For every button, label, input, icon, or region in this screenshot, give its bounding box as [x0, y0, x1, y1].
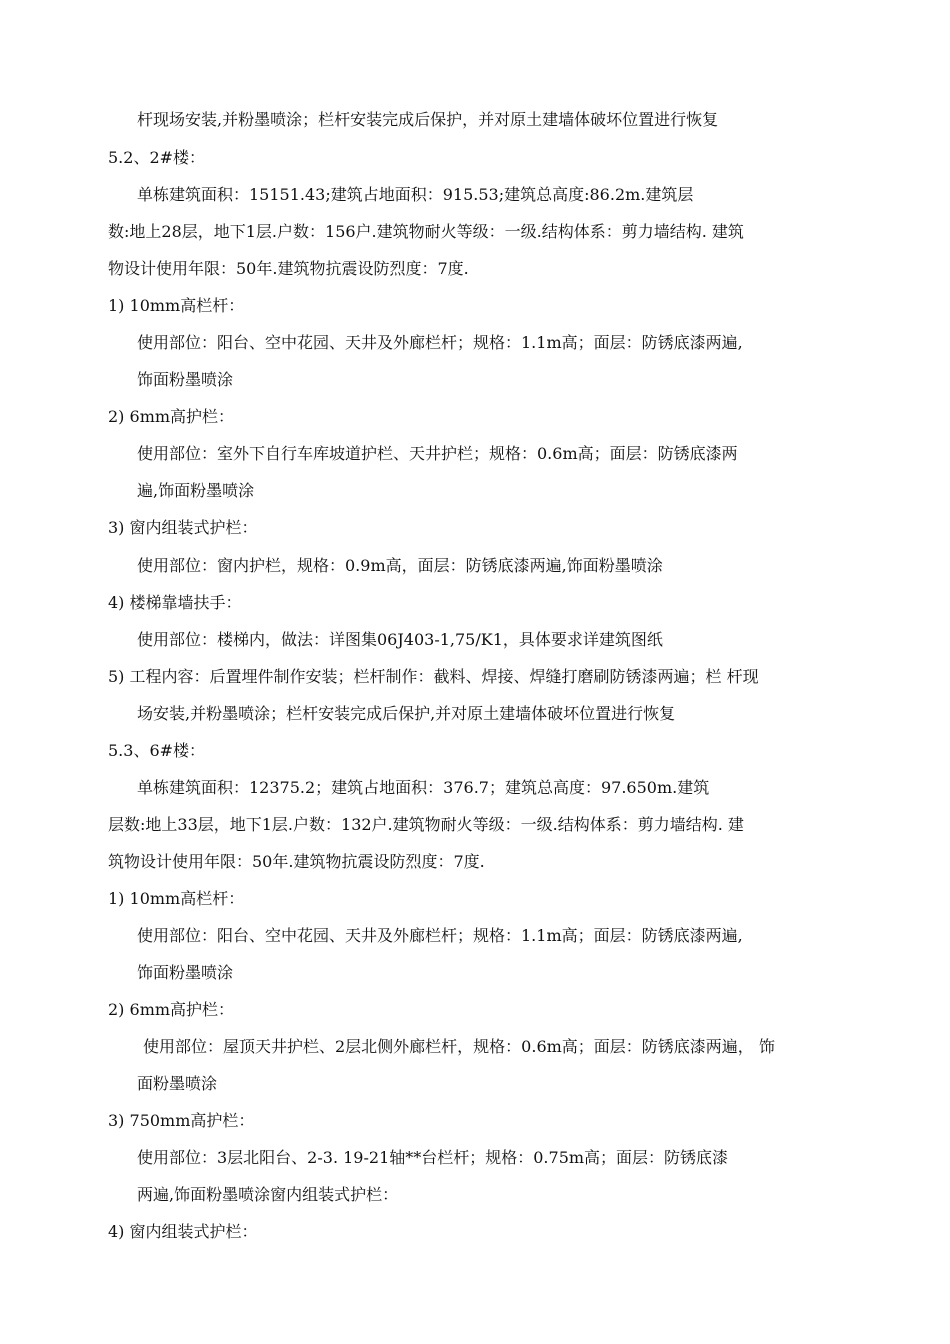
text-line: 饰面粉墨喷涂: [137, 370, 234, 389]
text-line: 面粉墨喷涂: [137, 1074, 218, 1093]
list-item-heading: 3) 窗内组装式护栏：: [108, 518, 258, 537]
list-item-heading: 5) 工程内容：后置埋件制作安装；栏杆制作：截料、焊接、焊缝打磨刷防锈漆两遍；栏 杆现: [108, 667, 759, 686]
section-heading: 5.2、2#楼：: [108, 148, 206, 167]
text-line: 遍,饰面粉墨喷涂: [137, 481, 255, 500]
section-heading: 5.3、6#楼：: [108, 741, 206, 760]
text-line: 数:地上28层，地下1层.户数：156户.建筑物耐火等级：一级.结构体系：剪力墙结构. 建筑: [108, 222, 744, 241]
list-item-heading: 1) 10mm高栏杆：: [108, 296, 245, 315]
list-item-heading: 1) 10mm高栏杆：: [108, 889, 245, 908]
text-line: 单栋建筑面积：12375.2；建筑占地面积：376.7；建筑总高度：97.650m.建筑: [137, 778, 710, 797]
text-line: 单栋建筑面积：15151.43;建筑占地面积：915.53;建筑总高度:86.2m.建筑层: [137, 185, 694, 204]
text-line: 饰面粉墨喷涂: [137, 963, 234, 982]
text-line: 使用部位：窗内护栏，规格：0.9m高，面层：防锈底漆两遍,饰面粉墨喷涂: [137, 556, 663, 575]
text-line: 筑物设计使用年限：50年.建筑物抗震设防烈度：7度.: [108, 852, 485, 871]
list-item-heading: 2) 6mm高护栏：: [108, 1000, 235, 1019]
list-item-heading: 2) 6mm高护栏：: [108, 407, 235, 426]
text-line: 使用部位：楼梯内，做法：详图集06J403-1,75/K1，具体要求详建筑图纸: [137, 630, 663, 649]
list-item-heading: 4) 窗内组装式护栏：: [108, 1222, 258, 1241]
text-line: 场安装,并粉墨喷涂；栏杆安装完成后保护,并对原土建墙体破坏位置进行恢复: [137, 704, 676, 723]
list-item-heading: 3) 750mm高护栏：: [108, 1111, 255, 1130]
text-line: 杆现场安装,并粉墨喷涂；栏杆安装完成后保护，并对原土建墙体破坏位置进行恢复: [137, 110, 719, 129]
text-line: 物设计使用年限：50年.建筑物抗震设防烈度：7度.: [108, 259, 469, 278]
text-line: 两遍,饰面粉墨喷涂窗内组装式护栏：: [137, 1185, 399, 1204]
text-line: 使用部位：阳台、空中花园、天井及外廊栏杆；规格：1.1m高；面层：防锈底漆两遍,: [137, 333, 743, 352]
text-line: 使用部位：3层北阳台、2-3. 19-21轴**台栏杆；规格：0.75m高；面层：防锈底漆: [137, 1148, 729, 1167]
list-item-heading: 4) 楼梯靠墙扶手：: [108, 593, 242, 612]
text-line: 使用部位：阳台、空中花园、天井及外廊栏杆；规格：1.1m高；面层：防锈底漆两遍,: [137, 926, 743, 945]
text-line: 使用部位：屋顶天井护栏、2层北侧外廊栏杆，规格：0.6m高；面层：防锈底漆两遍， 饰: [143, 1037, 775, 1056]
text-line: 使用部位：室外下自行车库坡道护栏、天井护栏；规格：0.6m高；面层：防锈底漆两: [137, 444, 738, 463]
text-line: 层数:地上33层，地下1层.户数：132户.建筑物耐火等级：一级.结构体系：剪力墙结构. 建: [108, 815, 744, 834]
